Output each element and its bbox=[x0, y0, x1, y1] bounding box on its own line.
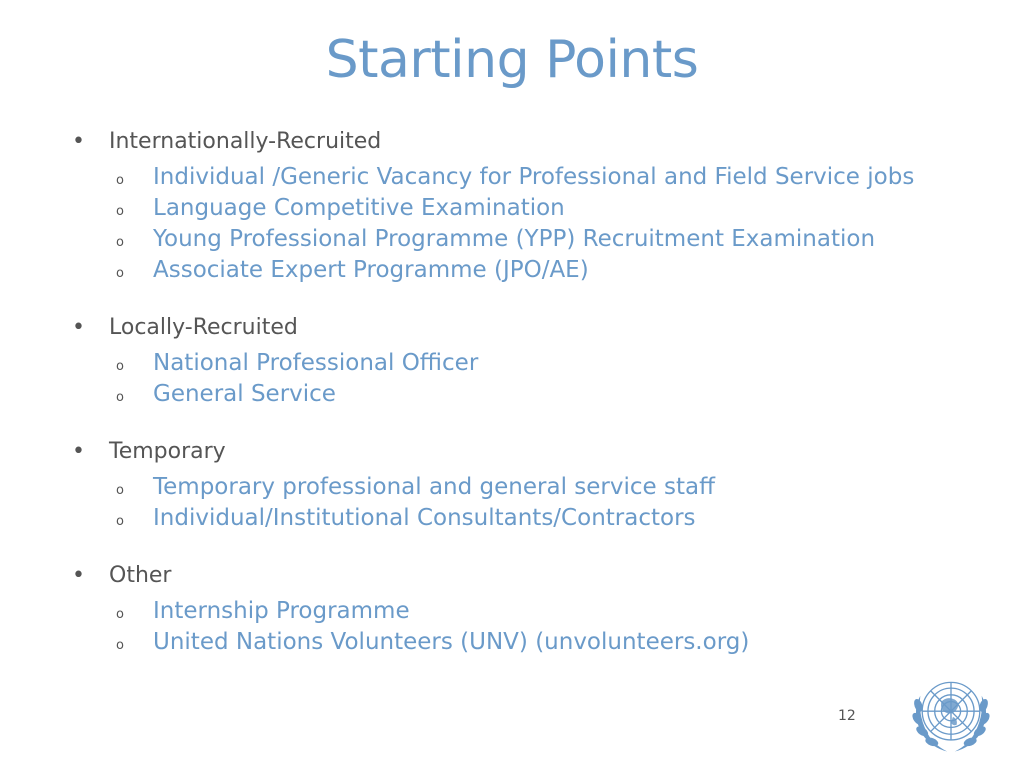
sub-list bbox=[72, 475, 952, 530]
sub-item-text: Young Professional Programme (YPP) Recruitment Examination bbox=[153, 226, 876, 252]
sub-item-text: United Nations Volunteers (UNV) (unvolunteers.org) bbox=[153, 629, 750, 655]
sub-item bbox=[72, 165, 933, 189]
sub-item-text: Individual/Institutional Consultants/Contractors bbox=[153, 505, 696, 531]
circle-bullet-icon: o bbox=[116, 204, 124, 219]
bullet-icon: • bbox=[72, 439, 85, 464]
sub-item-text: General Service bbox=[153, 381, 336, 407]
sub-item-text: Language Competitive Examination bbox=[153, 195, 565, 221]
section-heading: Temporary bbox=[109, 439, 226, 464]
circle-bullet-icon: o bbox=[116, 235, 124, 250]
circle-bullet-icon: o bbox=[116, 607, 124, 622]
level1-item bbox=[72, 560, 952, 592]
circle-bullet-icon: o bbox=[116, 514, 124, 529]
circle-bullet-icon: o bbox=[116, 483, 124, 498]
sub-list bbox=[72, 599, 952, 654]
section-heading: Internationally-Recruited bbox=[109, 129, 382, 154]
sub-list bbox=[72, 351, 952, 406]
section-internationally-recruited bbox=[72, 126, 952, 282]
sub-item bbox=[72, 630, 952, 654]
sub-item-text: Internship Programme bbox=[153, 598, 410, 624]
sub-item bbox=[72, 351, 952, 375]
bullet-icon: • bbox=[72, 563, 85, 588]
sub-item bbox=[72, 599, 952, 623]
bullet-list bbox=[72, 126, 952, 654]
circle-bullet-icon: o bbox=[116, 173, 124, 188]
page-number: 12 bbox=[838, 708, 856, 724]
sub-item-text: Individual /Generic Vacancy for Professional and Field Service jobs bbox=[153, 164, 915, 190]
sub-item bbox=[72, 506, 952, 530]
sub-item-text: Temporary professional and general service staff bbox=[153, 474, 715, 500]
section-locally-recruited bbox=[72, 312, 952, 406]
sub-list bbox=[72, 165, 952, 282]
sub-item-text: National Professional Officer bbox=[153, 350, 479, 376]
bullet-icon: • bbox=[72, 129, 85, 154]
slide-title: Starting Points bbox=[325, 30, 699, 90]
section-heading: Other bbox=[109, 563, 172, 588]
sub-item-text: Associate Expert Programme (JPO/AE) bbox=[153, 257, 589, 283]
level1-item bbox=[72, 436, 952, 468]
sub-item bbox=[72, 227, 952, 251]
circle-bullet-icon: o bbox=[116, 359, 124, 374]
sub-item bbox=[72, 258, 952, 282]
level1-item bbox=[72, 126, 952, 158]
sub-item bbox=[72, 382, 952, 406]
bullet-icon: • bbox=[72, 315, 85, 340]
circle-bullet-icon: o bbox=[116, 638, 124, 653]
united-nations-emblem-icon bbox=[903, 667, 999, 763]
sub-item bbox=[72, 196, 952, 220]
section-heading: Locally-Recruited bbox=[109, 315, 298, 340]
section-other bbox=[72, 560, 952, 654]
circle-bullet-icon: o bbox=[116, 390, 124, 405]
sub-item bbox=[72, 475, 952, 499]
section-temporary bbox=[72, 436, 952, 530]
circle-bullet-icon: o bbox=[116, 266, 124, 281]
level1-item bbox=[72, 312, 952, 344]
